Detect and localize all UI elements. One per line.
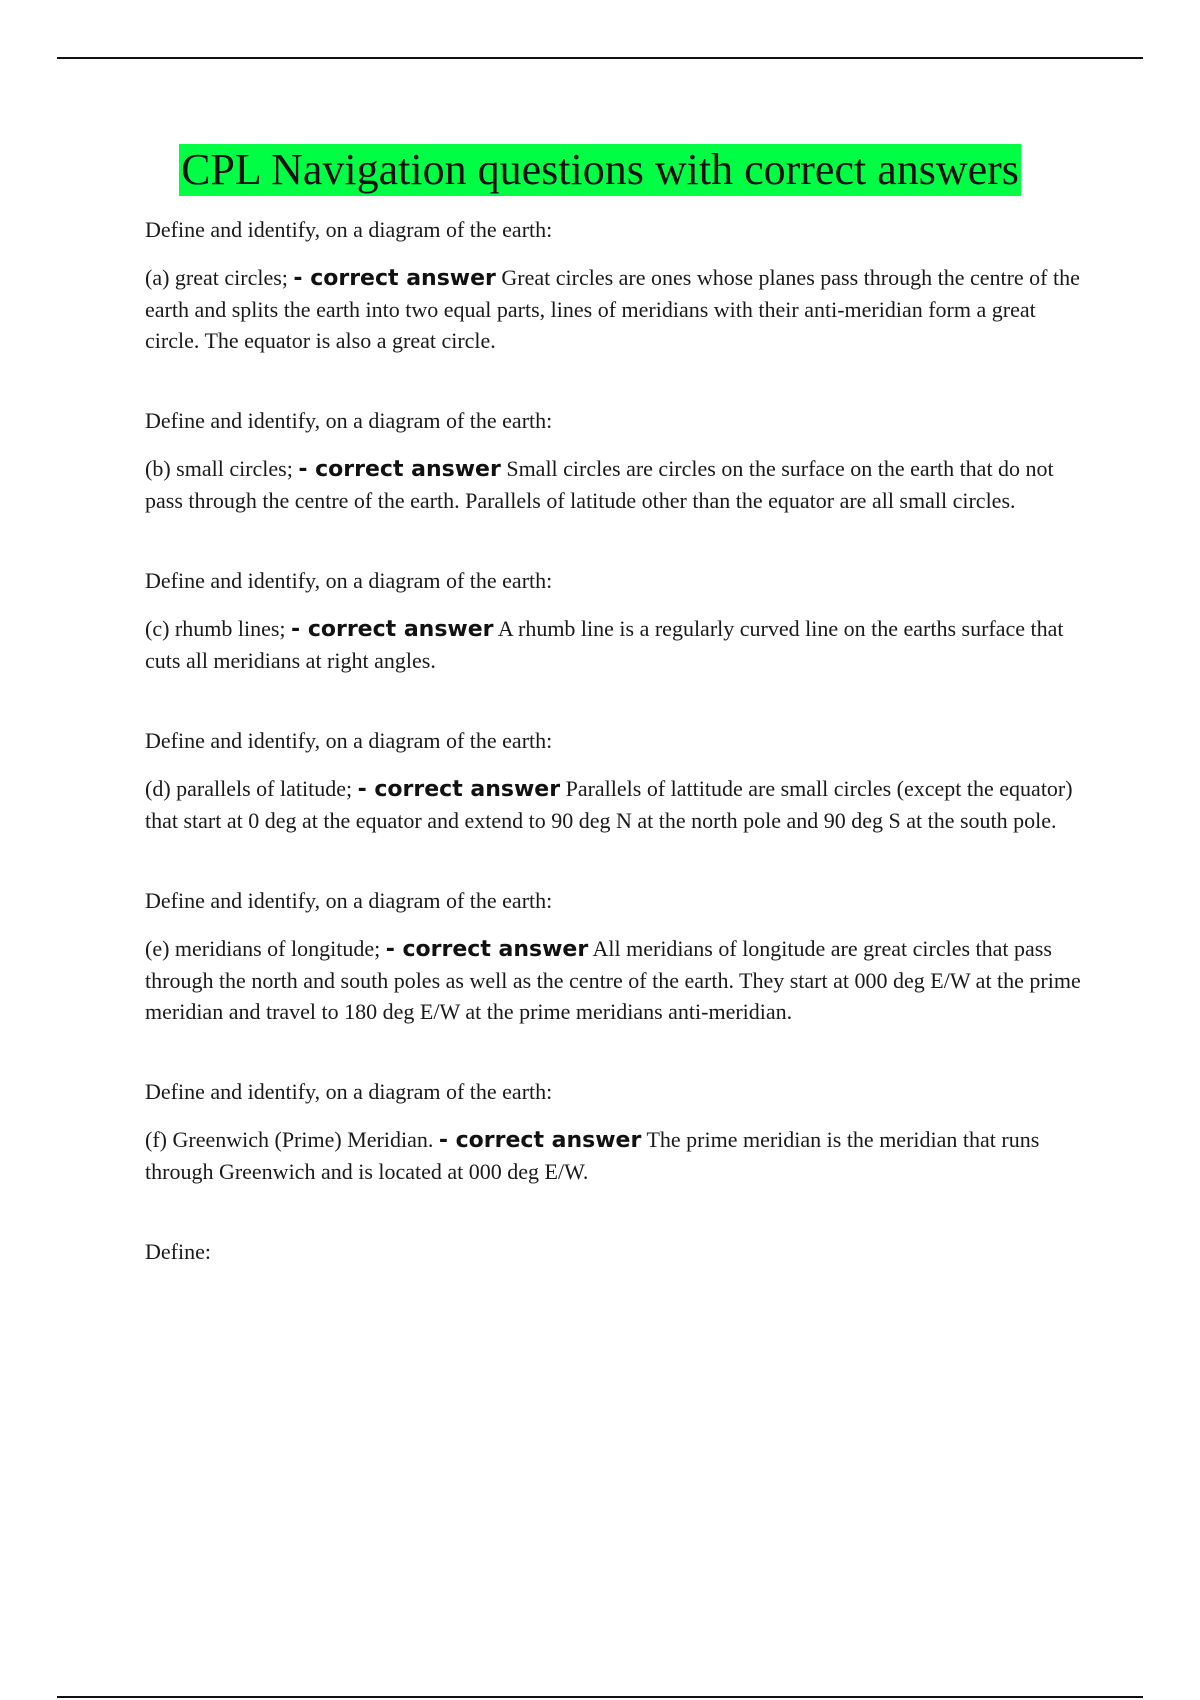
question-prompt: Define and identify, on a diagram of the earth: [145,1079,553,1104]
question-text: (f) Greenwich (Prime) Meridian. [145,1127,434,1152]
qa-item-f [145,1076,1090,1187]
qa-item-d [145,725,1090,836]
final-prompt: Define: [145,1239,211,1264]
question-prompt: Define and identify, on a diagram of the earth: [145,568,553,593]
document-title: CPL Navigation questions with correct answers [181,145,1019,194]
question-prompt: Define and identify, on a diagram of the earth: [145,217,553,242]
qa-item-a [145,214,1090,356]
question-prompt: Define and identify, on a diagram of the earth: [145,728,553,753]
question-prompt: Define and identify, on a diagram of the earth: [145,888,553,913]
correct-answer-marker: - correct answer [298,457,501,482]
question-answer [145,613,1090,676]
qa-item-e [145,885,1090,1027]
correct-answer-marker: - correct answer [385,937,589,962]
bottom-rule [57,1696,1143,1698]
question-answer [145,453,1090,516]
question-text: (d) parallels of latitude; [145,776,353,801]
qa-list [145,214,1090,1267]
question-text: (e) meridians of longitude; [145,936,381,961]
answer-text: The prime meridian is the meridian that runs through Greenwich and is located at 000 deg E/W. [145,1127,1040,1184]
question-text: (b) small circles; [145,456,293,481]
answer-text: Small circles are circles on the surface on the earth that do not pass through the centre of the earth. Parallels of latitude other than the equator are all small circles. [145,456,1054,513]
correct-answer-marker: - correct answer [293,266,496,291]
question-answer [145,1124,1090,1187]
title-container [0,144,1200,196]
correct-answer-marker: - correct answer [438,1128,642,1153]
qa-item-b [145,405,1090,516]
answer-text: Great circles are ones whose planes pass through the centre of the earth and splits the earth into two equal parts, lines of meridians with their anti-meridian form a great circle. The equator is also a great circle. [145,265,1080,353]
question-answer [145,933,1090,1027]
question-prompt: Define and identify, on a diagram of the earth: [145,408,553,433]
answer-text: Parallels of lattitude are small circles (except the equator) that start at 0 deg at the equator and extend to 90 deg N at the north pole and 90 deg S at the south pole. [145,776,1073,833]
top-rule [57,57,1143,59]
answer-text: A rhumb line is a regularly curved line on the earths surface that cuts all meridians at right angles. [145,616,1064,673]
correct-answer-marker: - correct answer [291,617,494,642]
question-answer [145,262,1090,356]
question-answer [145,773,1090,836]
qa-item-c [145,565,1090,676]
question-text: (c) rhumb lines; [145,616,286,641]
question-text: (a) great circles; [145,265,288,290]
correct-answer-marker: - correct answer [357,777,561,802]
answer-text: All meridians of longitude are great circles that pass through the north and south poles as well as the centre of the earth. They start at 000 deg E/W at the prime meridian and travel to 180 deg E/W at the prime meridians anti-meridian. [145,936,1081,1024]
